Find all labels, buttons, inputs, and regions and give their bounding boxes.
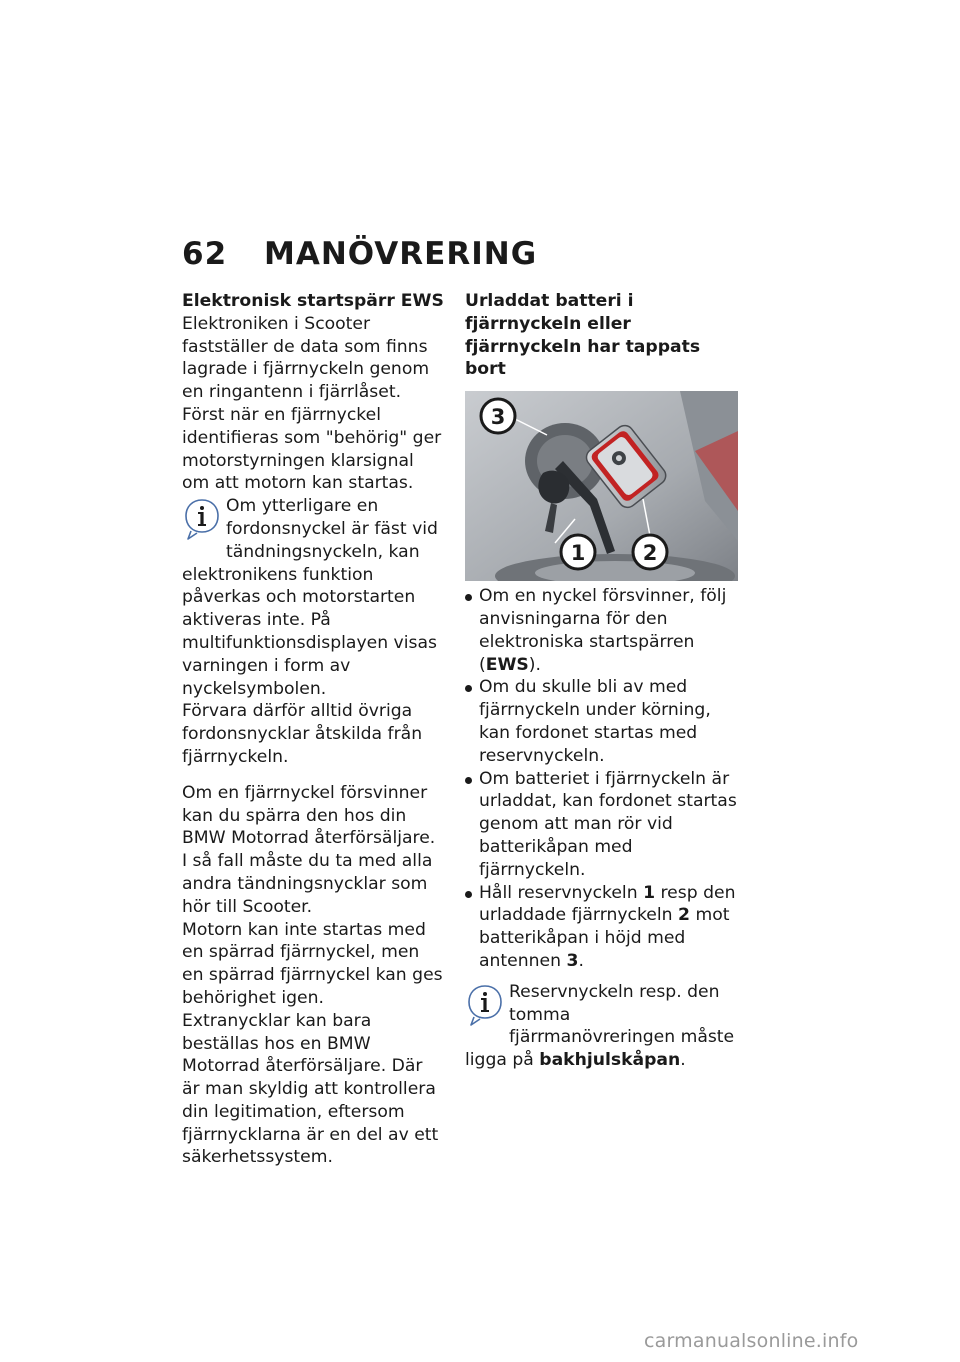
page-title: MANÖVRERING: [264, 236, 538, 272]
spare-key-note-text: Reservnyckeln resp. den tomma fjärrmanövreringen måste ligga på bakhjulskåpan.: [465, 981, 735, 1071]
right-column: [465, 290, 740, 1072]
svg-text:3: 3: [490, 405, 506, 430]
ews-intro-paragraph: Elektroniken i Scooter fastställer de data som finns lagrade i fjärrnyckeln genom en ringantenn i fjärrlåset. Först när en fjärrnyckel identifieras som "behörig" ger motorstyrningen klarsignal om att motorn kan startas.: [182, 313, 442, 494]
take-keys-paragraph: I så fall måste du ta med alla andra tändningsnycklar som hör till Scooter.: [182, 851, 433, 917]
blocked-key-paragraph: Motorn kan inte startas med en spärrad fjärrnyckel, men en spärrad fjärrnyckel kan ges behörighet igen.: [182, 919, 443, 1008]
left-column: [182, 290, 444, 1169]
ews-note-text: Om ytterligare en fordonsnyckel är fäst vid tändningsnyckeln, kan elektronikens funktion påverkas och motorstarten aktiveras inte. På multifunktionsdisplayen visas varningen i form av nyckelsymbolen.: [182, 496, 438, 699]
key-figure: [465, 391, 738, 581]
list-item: Om en nyckel försvinner, följ anvisningarna för den elektroniska startspärren (EWS).: [465, 585, 740, 676]
figure-callout-1: [561, 535, 595, 569]
list-item: Håll reservnyckeln 1 resp den urladdade fjärrnyckeln 2 mot batterikåpan i höjd med antennen 3.: [465, 882, 740, 973]
section-title-battery: Urladdat batteri i fjärrnyckeln eller fjärrnyckeln har tappats bort: [465, 291, 701, 380]
info-icon: [182, 497, 222, 541]
list-item: Om du skulle bli av med fjärrnyckeln under körning, kan fordonet startas med reservnyckeln.: [465, 676, 740, 767]
spare-key-note: [465, 981, 740, 1072]
instruction-list: [465, 585, 740, 973]
figure-callout-3: [481, 399, 515, 433]
svg-text:1: 1: [570, 541, 586, 566]
figure-callout-2: [633, 535, 667, 569]
ews-note: [182, 495, 444, 769]
lost-key-paragraph: Om en fjärrnyckel försvinner kan du spärra den hos din BMW Motorrad återförsäljare.: [182, 782, 436, 849]
watermark: carmanualsonline.info: [644, 1330, 859, 1352]
svg-text:2: 2: [642, 541, 658, 566]
info-icon: [465, 983, 505, 1027]
page-heading: [182, 236, 537, 272]
extra-keys-paragraph: Extranycklar kan bara beställas hos en BMW Motorrad återförsäljare. Där är man skyldig att kontrollera din legitimation, eftersom fjärrnycklarna är en del av ett säkerhetssystem.: [182, 1010, 439, 1168]
section-title-ews: Elektronisk startspärr EWS: [182, 291, 444, 311]
ews-note-extra: Förvara därför alltid övriga fordonsnycklar åtskilda från fjärrnyckeln.: [182, 701, 423, 767]
page-number: 62: [182, 236, 228, 272]
list-item: Om batteriet i fjärrnyckeln är urladdat, kan fordonet startas genom att man rör vid batterikåpan med fjärrnyckeln.: [465, 768, 740, 882]
